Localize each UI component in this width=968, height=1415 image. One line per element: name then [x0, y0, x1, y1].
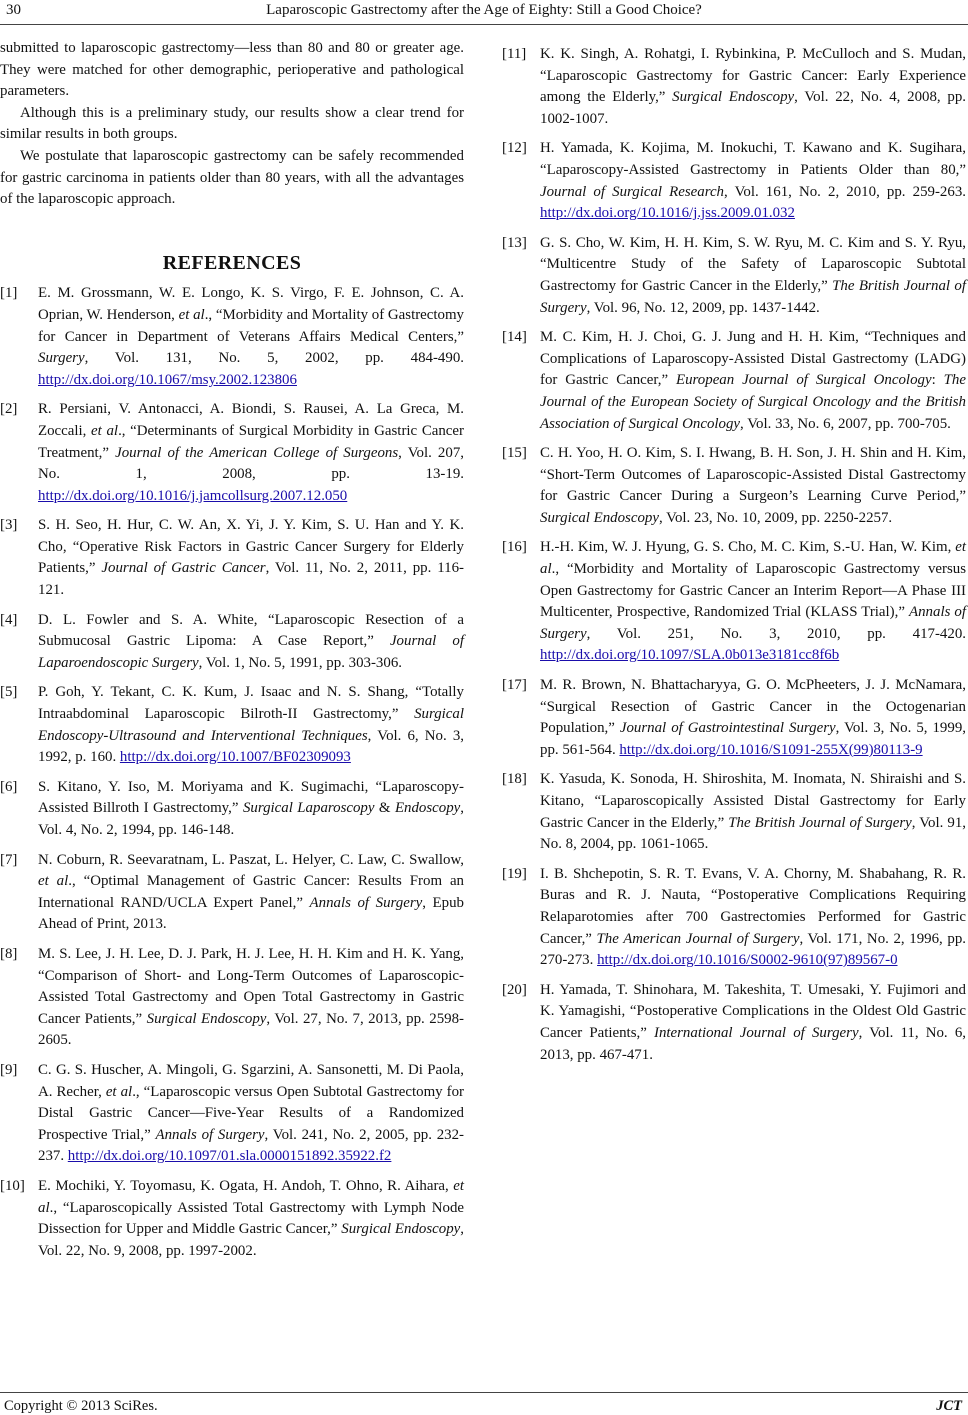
- reference-text: H. Yamada, K. Kojima, M. Inokuchi, T. Kawano and K. Sugihara, “Laparoscopy-Assisted Gastrectomy in Patients Older than 80,” Journal of Surgical Research, Vol. 161, No. 2, 2010, pp. 259-263. http://dx.doi.org/10.1016/j.jss.2009.01.032: [540, 138, 966, 224]
- reference-text: C. G. S. Huscher, A. Mingoli, G. Sgarzini, A. Sansonetti, M. Di Paola, A. Recher, et al., “Laparoscopic versus Open Subtotal Gastrectomy for Distal Gastric Cancer—Five-Year Results of a Randomized Prospective Trial,” Annals of Surgery, Vol. 241, No. 2, 2005, pp. 232-237. http://dx.doi.org/10.1097/01.sla.0000151892.35922.f2: [38, 1060, 464, 1168]
- body-paragraph: We postulate that laparoscopic gastrectomy can be safely recommended for gastric carcinoma in patients older than 80 years, with all the advantages of the laparoscopic approach.: [0, 147, 464, 208]
- reference-number: [17]: [502, 677, 527, 694]
- reference-item: [0, 1060, 464, 1168]
- reference-item: [502, 138, 966, 224]
- running-title: Laparoscopic Gastrectomy after the Age of Eighty: Still a Good Choice?: [266, 2, 702, 18]
- body-paragraph: Although this is a preliminary study, our results show a clear trend for similar results in both groups.: [0, 104, 464, 143]
- reference-item: [0, 1176, 464, 1262]
- reference-item: [0, 610, 464, 675]
- reference-text: S. Kitano, Y. Iso, M. Moriyama and K. Sugimachi, “Laparoscopy-Assisted Billroth I Gastrectomy,” Surgical Laparoscopy & Endoscopy, Vol. 4, No. 2, 1994, pp. 146-148.: [38, 778, 465, 838]
- footer-rule: [0, 1392, 968, 1393]
- reference-number: [2]: [0, 401, 18, 418]
- copyright-notice: Copyright © 2013 SciRes.: [4, 1398, 158, 1414]
- page-footer: [0, 1384, 968, 1414]
- reference-number: [10]: [0, 1177, 25, 1194]
- reference-text: N. Coburn, R. Seevaratnam, L. Paszat, L. Helyer, C. Law, C. Swallow, et al., “Optimal Management of Gastric Cancer: Results From an International RAND/UCLA Expert Panel,” Annals of Surgery, Epub Ahead of Print, 2013.: [38, 851, 464, 933]
- doi-link[interactable]: http://dx.doi.org/10.1097/01.sla.0000151892.35922.f2: [67, 1148, 392, 1165]
- reference-number: [20]: [502, 981, 527, 998]
- doi-link[interactable]: http://dx.doi.org/10.1067/msy.2002.123806: [38, 371, 297, 388]
- reference-number: [18]: [502, 771, 527, 788]
- doi-link[interactable]: http://dx.doi.org/10.1016/j.jamcollsurg.2007.12.050: [38, 487, 348, 504]
- right-column: [502, 44, 966, 1074]
- header-rule: [0, 24, 968, 25]
- reference-text: E. M. Grossmann, W. E. Longo, K. S. Virgo, F. E. Johnson, C. A. Oprian, W. Henderson, et al., “Morbidity and Mortality of Gastrectomy for Cancer in Department of Veterans Affairs Medical Centers,” Surgery, Vol. 131, No. 5, 2002, pp. 484-490. http://dx.doi.org/10.1067/msy.2002.123806: [38, 283, 464, 391]
- reference-number: [6]: [0, 778, 18, 795]
- reference-number: [12]: [502, 140, 527, 157]
- reference-text: M. R. Brown, N. Bhattacharyya, G. O. McPheeters, J. J. McNamara, “Surgical Resection of Gastric Cancer in the Octogenarian Population,” Journal of Gastrointestinal Surgery, Vol. 3, No. 5, 1999, pp. 561-564. http://dx.doi.org/10.1016/S1091-255X(99)80113-9: [540, 675, 966, 761]
- reference-text: H. Yamada, T. Shinohara, M. Takeshita, T. Umesaki, Y. Fujimori and K. Yamagishi, “Postoperative Complications in the Oldest Old Gastric Cancer Patients,” International Journal of Surgery, Vol. 11, No. 6, 2013, pp. 467-471.: [540, 981, 966, 1063]
- reference-number: [5]: [0, 684, 18, 701]
- doi-link[interactable]: http://dx.doi.org/10.1016/S0002-9610(97)89567-0: [597, 952, 898, 969]
- reference-text: G. S. Cho, W. Kim, H. H. Kim, S. W. Ryu, M. C. Kim and S. Y. Ryu, “Multicentre Study of the Safety of Laparoscopic Subtotal Gastrectomy for Gastric Cancer in the Elderly,” The British Journal of Surgery, Vol. 96, No. 12, 2009, pp. 1437-1442.: [540, 234, 966, 316]
- reference-item: [502, 537, 966, 667]
- reference-number: [9]: [0, 1061, 18, 1078]
- reference-number: [1]: [0, 285, 18, 302]
- reference-item: [0, 399, 464, 507]
- reference-text: C. H. Yoo, H. O. Kim, S. I. Hwang, B. H. Son, J. H. Shin and H. Kim, “Short-Term Outcomes of Laparoscopic-Assisted Distal Gastrectomy for Gastric Cancer During a Surgeon’s Learning Curve Period,” Surgical Endoscopy, Vol. 23, No. 10, 2009, pp. 2250-2257.: [540, 445, 966, 526]
- reference-text: P. Goh, Y. Tekant, C. K. Kum, J. Isaac and N. S. Shang, “Totally Intraabdominal Laparoscopic Bilroth-II Gastrectomy,” Surgical Endoscopy-Ultrasound and Interventional Techniques, Vol. 6, No. 3, 1992, p. 160. http://dx.doi.org/10.1007/BF02309093: [38, 682, 464, 768]
- doi-link[interactable]: http://dx.doi.org/10.1097/SLA.0b013e3181cc8f6b: [540, 647, 840, 664]
- reference-text: S. H. Seo, H. Hur, C. W. An, X. Yi, J. Y. Kim, S. U. Han and Y. K. Cho, “Operative Risk Factors in Gastric Cancer Surgery for Elderly Patients,” Journal of Gastric Cancer, Vol. 11, No. 2, 2011, pp. 116-121.: [38, 517, 464, 599]
- reference-text: D. L. Fowler and S. A. White, “Laparoscopic Resection of a Submucosal Gastric Lipoma: A Case Report,” Journal of Laparoendoscopic Surgery, Vol. 1, No. 5, 1991, pp. 303-306.: [38, 611, 464, 671]
- reference-text: M. S. Lee, J. H. Lee, D. J. Park, H. J. Lee, H. H. Kim and H. K. Yang, “Comparison of Short- and Long-Term Outcomes of Laparoscopic-Assisted Total Gastrectomy and Open Total Gastrectomy in Gastric Cancer Patients,” Surgical Endoscopy, Vol. 27, No. 7, 2013, pp. 2598-2605.: [38, 945, 465, 1049]
- reference-item: [502, 233, 966, 319]
- references-heading: REFERENCES: [162, 251, 302, 274]
- reference-number: [13]: [502, 234, 527, 251]
- reference-number: [4]: [0, 611, 18, 628]
- reference-item: [502, 443, 966, 529]
- doi-link[interactable]: http://dx.doi.org/10.1016/S1091-255X(99)80113-9: [619, 741, 923, 758]
- reference-item: [0, 283, 464, 391]
- reference-item: [0, 682, 464, 768]
- reference-item: [502, 675, 966, 761]
- doi-link[interactable]: http://dx.doi.org/10.1007/BF02309093: [119, 749, 351, 766]
- reference-text: M. C. Kim, H. J. Choi, G. J. Jung and H. H. Kim, “Techniques and Complications of Laparoscopy-Assisted Distal Gastrectomy (LADG) for Gastric Cancer,” European Journal of Surgical Oncology: The Journal of the European Society of Surgical Oncology and the British Association of Surgical Oncology, Vol. 33, No. 6, 2007, pp. 700-705.: [540, 329, 966, 432]
- journal-abbreviation: JCT: [936, 1398, 962, 1414]
- reference-item: [502, 769, 966, 855]
- reference-list-left: [0, 283, 464, 1262]
- reference-number: [14]: [502, 329, 527, 346]
- reference-item: [0, 777, 464, 842]
- reference-item: [0, 850, 464, 936]
- body-paragraph: submitted to laparoscopic gastrectomy—less than 80 and 80 or greater age. They were matched for other demographic, perioperative and pathological parameters.: [0, 40, 464, 100]
- reference-number: [3]: [0, 517, 18, 534]
- reference-number: [8]: [0, 945, 18, 962]
- reference-item: [0, 944, 464, 1052]
- reference-number: [15]: [502, 445, 527, 462]
- reference-text: K. K. Singh, A. Rohatgi, I. Rybinkina, P. McCulloch and S. Mudan, “Laparoscopic Gastrectomy for Gastric Cancer: Early Experience among the Elderly,” Surgical Endoscopy, Vol. 22, No. 4, 2008, pp. 1002-1007.: [540, 46, 966, 127]
- reference-item: [502, 327, 966, 435]
- reference-item: [502, 864, 966, 972]
- reference-item: [0, 515, 464, 601]
- reference-number: [7]: [0, 851, 18, 868]
- reference-item: [502, 980, 966, 1066]
- reference-item: [502, 44, 966, 130]
- reference-text: H.-H. Kim, W. J. Hyung, G. S. Cho, M. C. Kim, S.-U. Han, W. Kim, et al., “Morbidity and Mortality of Laparoscopic Gastrectomy versus Open Gastrectomy for Gastric Cancer an Interim Report—A Phase III Multicenter, Prospective, Randomized Trial (KLASS Trial),” Annals of Surgery, Vol. 251, No. 3, 2010, pp. 417-420. http://dx.doi.org/10.1097/SLA.0b013e3181cc8f6b: [540, 537, 966, 667]
- doi-link[interactable]: http://dx.doi.org/10.1016/j.jss.2009.01.032: [540, 205, 795, 222]
- reference-list-right: [502, 44, 966, 1066]
- page-number: 30: [6, 2, 21, 18]
- page-header: [0, 0, 968, 32]
- reference-number: [11]: [502, 46, 527, 62]
- reference-text: E. Mochiki, Y. Toyomasu, K. Ogata, H. Andoh, T. Ohno, R. Aihara, et al., “Laparoscopically Assisted Total Gastrectomy with Lymph Node Dissection for Upper and Middle Gastric Cancer,” Surgical Endoscopy, Vol. 22, No. 9, 2008, pp. 1997-2002.: [38, 1177, 464, 1259]
- reference-number: [19]: [502, 865, 527, 882]
- left-column: [0, 38, 464, 1270]
- reference-text: I. B. Shchepotin, S. R. T. Evans, V. A. Chorny, M. Shabahang, R. R. Buras and R. J. Nauta, “Postoperative Complications Requiring Relaparotomies after 700 Gastrectomies Performed for Gastric Cancer,” The American Journal of Surgery, Vol. 171, No. 2, 1996, pp. 270-273. http://dx.doi.org/10.1016/S0002-9610(97)89567-0: [540, 864, 966, 972]
- reference-text: R. Persiani, V. Antonacci, A. Biondi, S. Rausei, A. La Greca, M. Zoccali, et al., “Determinants of Surgical Morbidity in Gastric Cancer Treatment,” Journal of the American College of Surgeons, Vol. 207, No. 1, 2008, pp. 13-19. http://dx.doi.org/10.1016/j.jamcollsurg.2007.12.050: [38, 399, 464, 507]
- reference-number: [16]: [502, 539, 527, 556]
- reference-text: K. Yasuda, K. Sonoda, H. Shiroshita, M. Inomata, N. Shiraishi and S. Kitano, “Laparoscopically Assisted Distal Gastrectomy for Early Gastric Cancer in the Elderly,” The British Journal of Surgery, Vol. 91, No. 8, 2004, pp. 1061-1065.: [540, 771, 967, 853]
